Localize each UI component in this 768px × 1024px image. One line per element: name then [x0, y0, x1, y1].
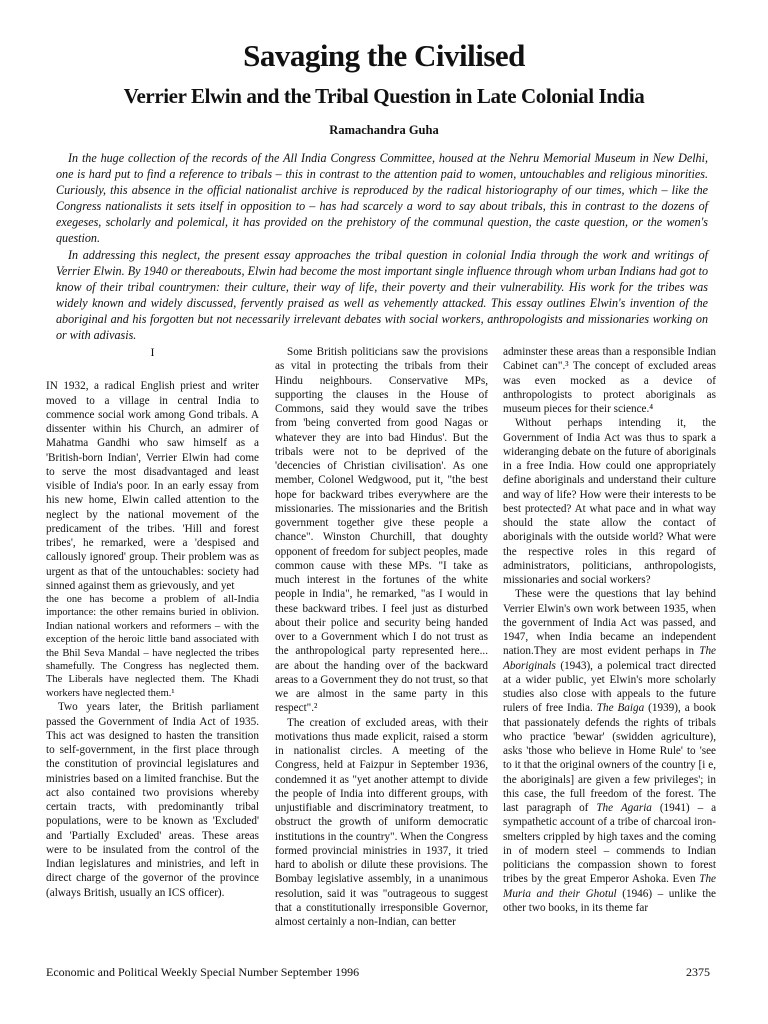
- abstract-paragraph: In the huge collection of the records of the All India Congress Committee, housed at the Nehru Memorial Museum in New Delhi, one is hard put to find a reference to tribals – this in contrast to the attention paid to women, untouchables and religious minorities. Curiously, this absence in the official nationalist archive is reproduced by the radical historiography of our times, which – like the Congress nationalists it sets itself in opposition to – has had scarcely a word to say about tribals, this in contrast to the dozens of exegeses, scholarly and polemical, it has provided on the prehistory of the communal question, the caste question, or the women's question.: [56, 151, 708, 246]
- abstract-paragraph: In addressing this neglect, the present essay approaches the tribal question in colonial India through the work and writings of Verrier Elwin. By 1940 or thereabouts, Elwin had become the most important single influence through whom urban Indians had got to know of their tribal countrymen: their culture, their way of life, their poverty and their vulnerability. His work for the tribes was widely known and widely discussed, fervently praised as well as vehemently attacked. This essay outlines Elwin's invention of the aboriginal and his forgotten but not necessarily irrelevant debates with social workers, anthropologists and missionaries working on or with adivasis.: [56, 247, 708, 343]
- body-paragraph: adminster these areas than a responsible Indian Cabinet can".³ The concept of excluded areas was even mocked as a device of anthropologists to protect aboriginals as museum pieces for their science.⁴: [503, 346, 716, 415]
- book-title: The Baiga: [596, 702, 645, 715]
- body-paragraph: [503, 587, 716, 915]
- body-text: These were the questions that lay behind Verrier Elwin's own work between 1935, when the government of India Act was passed, and 1947, when India became an independent nation.They are most evident perhaps in: [503, 588, 716, 658]
- body-paragraph: Some British politicians saw the provisions as vital in protecting the tribals from their Hindu neighbours. Conservative MPs, supporting the clauses in the House of Commons, said they would save the tribes from 'being converted from good Nagas or whatever they are into bad Hindus'. But the tribals were not to be deprived of the 'decencies of Christian civilisation'. As one member, Colonel Wedgwood, put it, "the best hope for backward tribes everywhere are the missionaries. The missionaries and the British government together give these people a chance". Winston Churchill, that doughty opponent of freedom for subject peoples, made common cause with these MPs. "I take as much interest in the fortunes of the white people in India", he remarked, "as I would in these backward tribes. I feel just as disturbed about their police and security being handed over to a Government which I do not trust as the anthropological party represented here... are about the handing over of the backward areas to a Government they do not trust, so that we are almost in the same party in this respect".²: [275, 346, 488, 715]
- book-title: The Agaria: [596, 802, 652, 814]
- body-text: (1941) – a sympathetic account of a tribe of charcoal iron-smelters crippled by high taxes and the coming in of modern steel – commends to Indian politicians the compassion shown to forest tribes by the great Emperor Ashoka. Even: [503, 802, 717, 886]
- abstract: [56, 150, 708, 343]
- body-text: (1943), a polemical tract directed at a wider public, yet Elwin's more scholarly studies also close with appeals to the future rulers of free India.: [503, 659, 716, 715]
- section-heading: I: [150, 345, 155, 359]
- body-text: (1946) – unlike the other two books, in its theme far: [503, 887, 717, 914]
- book-title: The Aboriginals: [503, 645, 716, 672]
- body-paragraph: Two years later, the British parliament passed the Government of India Act of 1935. This act was designed to hasten the transition to self-government, in the first place through the constitution of provincial legislatures and ministries based on a limited franchise. But the act also contained two provisions whereby certain tracts, with predominantly tribal populations, were to be known as 'Excluded' and 'Partially Excluded' areas. These areas were to be insulated from the control of the Indian legislatures and ministries, and left in direct charge of the governor of the province (always British, usually an ICS officer).: [46, 701, 259, 899]
- body-column-1: [46, 345, 259, 900]
- block-quote: the one has become a problem of all-India importance: the other remains buried in oblivion. Indian national workers and reformers – with the exception of the heroic little band associated with the Bhil Seva Mandal – have neglected the tribes shamefully. The Congress has neglected them. The Liberals have neglected them. The Khadi workers have neglected them.¹: [46, 594, 259, 699]
- article-title: Savaging the Civilised: [243, 38, 525, 73]
- body-paragraph: The creation of excluded areas, with their motivations thus made explicit, raised a storm in nationalist circles. A meeting of the Congress, held at Faizpur in September 1936, condemned it as "yet another attempt to divide the people of India into different groups, with unjustifiable and discriminatory treatment, to obstruct the growth of uniform democratic institutions in the country". When the Congress formed provincial ministries in 1937, it tried hard to abolish or dilute these provisions. The Bombay legislative assembly, in a unanimous resolution, said it was "outrageous to suggest that a constitutionally irresponsible Governor, almost certainly a non-Indian, can better: [275, 716, 488, 928]
- body-text: (1939), a book that passionately defends the rights of tribals who practice 'bewar' (swidden agriculture), asks 'those who believe in Home Rule' to 'see to it that the original owners of the country [i e, the aboriginals] are given a few privileges'; in this case, the full freedom of the forest. The last paragraph of: [503, 702, 717, 814]
- journal-citation: Economic and Political Weekly Special Number September 1996: [46, 965, 360, 979]
- article-subtitle: Verrier Elwin and the Tribal Question in Late Colonial India: [123, 84, 645, 108]
- body-column-3: [503, 345, 716, 915]
- body-paragraph: IN 1932, a radical English priest and writer moved to a village in central India to commence social work among Gond tribals. A dissenter within his Church, an admirer of Mahatma Gandhi who saw himself as a 'British-born Indian', Verrier Elwin had come to serve the most disadvantaged and least visible of India's poor. In an early essay from his new home, Elwin called attention to the neglect by the national movement of the predicament of the tribes. 'Hill and forest tribes', he remarked, were a 'despised and callously ignored' group. Their problem was as urgent as that of the untouchables: society had sinned against them as grievously, and yet: [46, 380, 259, 592]
- book-title: The Muria and their Ghotul: [503, 873, 716, 900]
- page-number: 2375: [686, 965, 710, 979]
- author-name: Ramachandra Guha: [329, 123, 439, 137]
- body-column-2: [275, 345, 488, 929]
- body-paragraph: Without perhaps intending it, the Government of India Act was thus to spark a wideranging debate on the future of aboriginals in a free India. How could one appropriately define aboriginals and understand their culture and way of life? How were their interests to be best protected? At what pace and in what way should the state allow the contact of aboriginals with the outside world? What were the respective roles in this regard of administrators, politicians, anthropologists, missionaries and social workers?: [503, 417, 716, 586]
